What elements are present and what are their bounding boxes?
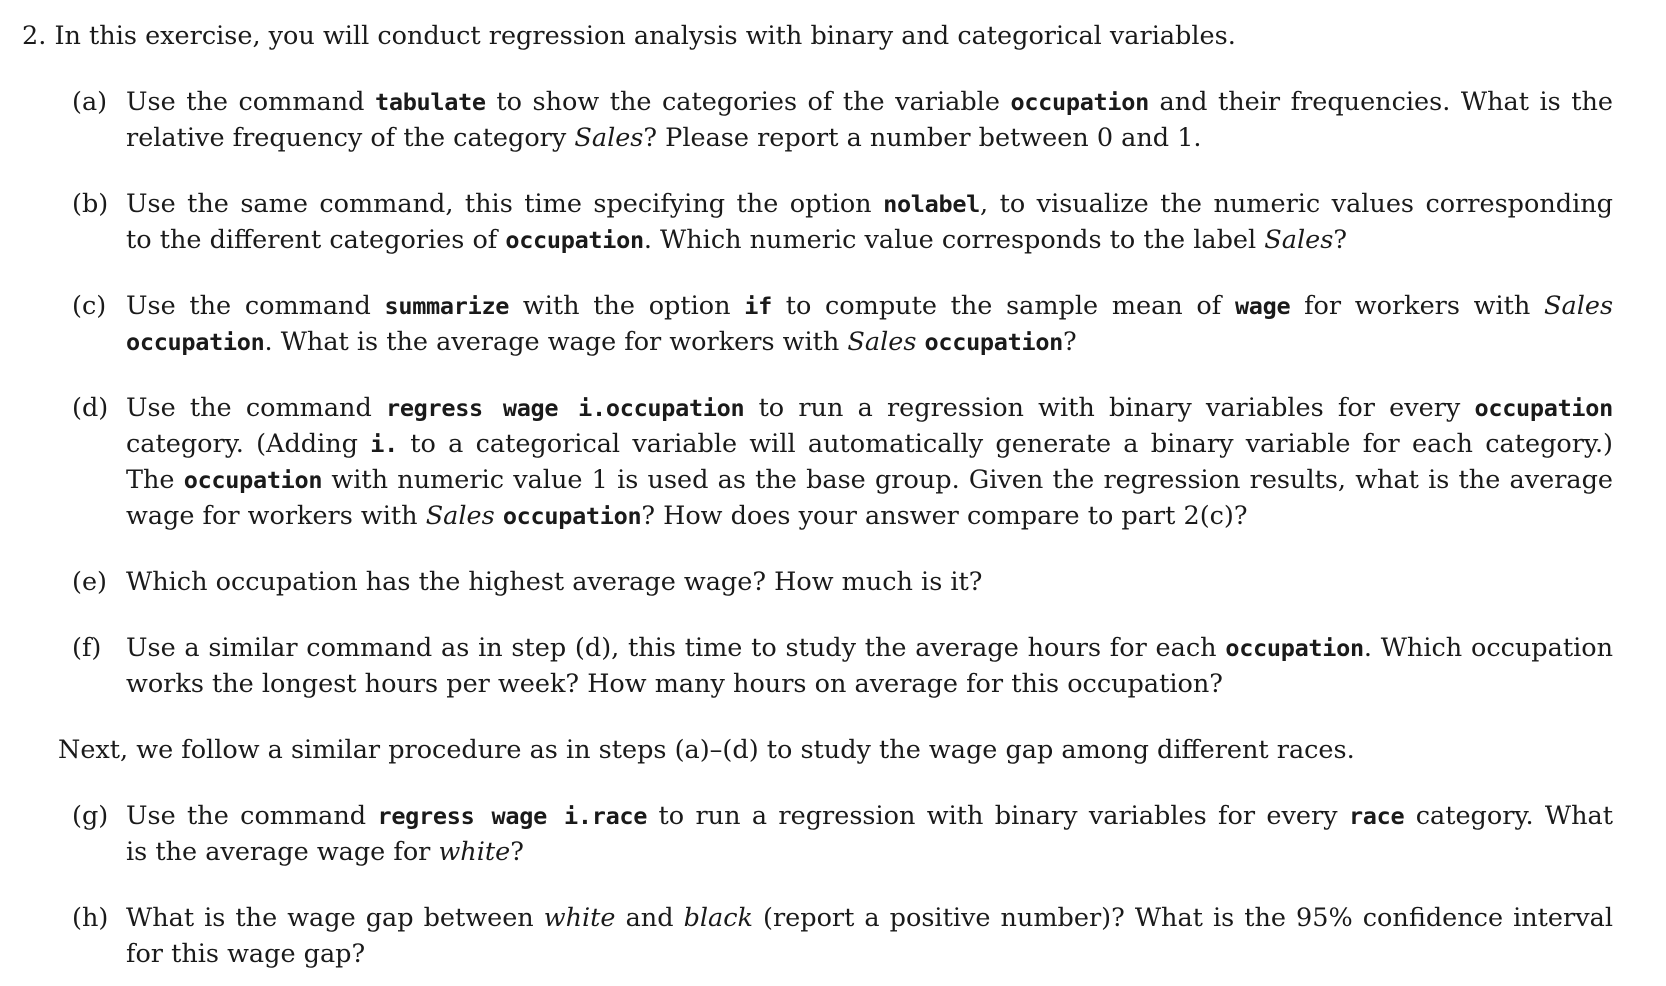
text: . What is the average wage for workers with — [264, 327, 840, 357]
text: to the different categories of — [126, 225, 498, 255]
part-e-label: (e) — [72, 567, 107, 597]
code-regress-occupation: regress wage i.occupation — [385, 394, 745, 422]
part-c-line-2 — [126, 324, 1077, 360]
text: ? — [510, 837, 524, 867]
part-b-line-1 — [126, 186, 1613, 222]
text: works the longest hours per week? How many hours on average for this occupation? — [126, 669, 1223, 699]
part-a-label: (a) — [72, 87, 108, 117]
part-g-line-1 — [126, 798, 1613, 834]
text: to compute the sample mean of — [785, 291, 1222, 321]
text: . Which numeric value corresponds to the label — [643, 225, 1257, 255]
text: category. What — [1415, 801, 1613, 831]
part-f-line-2 — [126, 666, 1223, 702]
text: with the option — [522, 291, 731, 321]
code-i-prefix: i. — [370, 430, 398, 458]
part-h-label: (h) — [72, 903, 109, 933]
text: ? How does your answer compare to part 2(c)? — [641, 501, 1248, 531]
text: . Which occupation — [1363, 633, 1614, 663]
part-c-line-1 — [126, 288, 1613, 324]
exercise-number: 2. — [22, 21, 47, 51]
part-d-label: (d) — [72, 393, 109, 423]
text: ? Please report a number between 0 and 1. — [643, 123, 1202, 153]
italic-sales: Sales — [847, 327, 917, 357]
italic-sales: Sales — [425, 501, 495, 531]
text: Which occupation has the highest average wage? How much is it? — [126, 567, 983, 597]
italic-white: white — [438, 837, 511, 867]
code-occupation: occupation — [924, 328, 1064, 356]
code-if: if — [744, 292, 772, 320]
part-g-line-2 — [126, 834, 524, 870]
part-h-line-1 — [126, 900, 1613, 936]
next-paragraph: Next, we follow a similar procedure as in steps (a)–(d) to study the wage gap among different races. — [58, 735, 1355, 765]
italic-sales: Sales — [1544, 291, 1614, 321]
text: to a categorical variable will automatically generate a binary variable for each category.) — [410, 429, 1614, 459]
text: to run a regression with binary variables for every — [658, 801, 1338, 831]
part-c-label: (c) — [72, 291, 107, 321]
exercise-intro-line — [22, 18, 1236, 54]
text: wage for workers with — [126, 501, 418, 531]
text: Use the command — [126, 291, 371, 321]
text: for this wage gap? — [126, 939, 366, 969]
part-b-label: (b) — [72, 189, 109, 219]
text: relative frequency of the category — [126, 123, 567, 153]
code-nolabel: nolabel — [883, 190, 981, 218]
code-occupation: occupation — [1010, 88, 1149, 116]
text: ? — [1063, 327, 1077, 357]
text: Use the same command, this time specifying the option — [126, 189, 872, 219]
part-e-line-1 — [126, 564, 982, 600]
part-b-line-2 — [126, 222, 1347, 258]
italic-sales: Sales — [574, 123, 644, 153]
text: to run a regression with binary variables for every — [758, 393, 1461, 423]
exercise-intro: In this exercise, you will conduct regression analysis with binary and categorical variables. — [54, 21, 1236, 51]
text: to show the categories of the variable — [496, 87, 1000, 117]
text: (report a positive number)? What is the 95% confidence interval — [763, 903, 1613, 933]
text: Use the command — [126, 801, 367, 831]
part-a-line-1 — [126, 84, 1613, 120]
part-f-line-1 — [126, 630, 1613, 666]
text: and their frequencies. What is the — [1159, 87, 1614, 117]
text: , to visualize the numeric values corresponding — [980, 189, 1613, 219]
text: Use the command — [126, 393, 372, 423]
part-d-line-2 — [126, 426, 1613, 462]
code-occupation: occupation — [1474, 394, 1613, 422]
text: and — [625, 903, 674, 933]
code-wage: wage — [1234, 292, 1291, 320]
code-occupation: occupation — [183, 466, 323, 494]
code-regress-race: regress wage i.race — [377, 802, 648, 830]
code-summarize: summarize — [384, 292, 510, 320]
text: ? — [1333, 225, 1347, 255]
text: category. (Adding — [126, 429, 358, 459]
text: Use a similar command as in step (d), this time to study the average hours for each — [126, 633, 1217, 663]
code-occupation: occupation — [502, 502, 642, 530]
part-f-label: (f) — [72, 633, 102, 663]
text: with numeric value 1 is used as the base group. Given the regression results, what is the average — [331, 465, 1614, 495]
part-d-line-4 — [126, 498, 1248, 534]
italic-sales: Sales — [1264, 225, 1334, 255]
part-a-line-2 — [126, 120, 1202, 156]
part-g-label: (g) — [72, 801, 109, 831]
italic-white: white — [543, 903, 616, 933]
code-occupation: occupation — [126, 328, 265, 356]
part-h-line-2 — [126, 936, 365, 972]
text: What is the wage gap between — [126, 903, 534, 933]
text: The — [126, 465, 175, 495]
code-occupation: occupation — [505, 226, 644, 254]
code-occupation: occupation — [1225, 634, 1364, 662]
italic-black: black — [683, 903, 753, 933]
part-d-line-1 — [126, 390, 1613, 426]
code-tabulate: tabulate — [375, 88, 486, 116]
code-race: race — [1348, 802, 1405, 830]
text: for workers with — [1304, 291, 1531, 321]
text: Use the command — [126, 87, 365, 117]
text: is the average wage for — [126, 837, 431, 867]
part-d-line-3 — [126, 462, 1613, 498]
